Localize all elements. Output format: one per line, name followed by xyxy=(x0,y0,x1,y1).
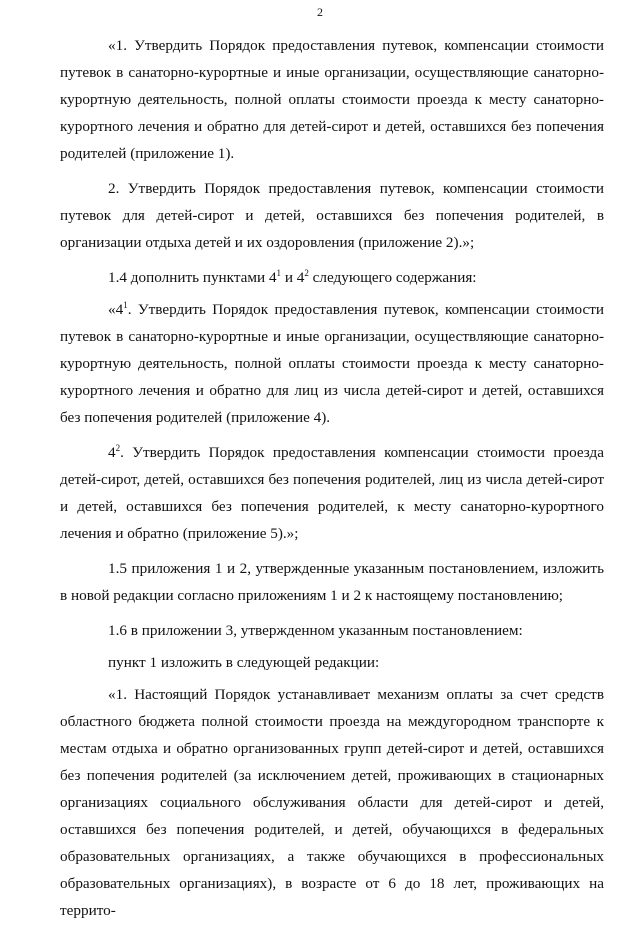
paragraph-5-text-start: 4 xyxy=(108,444,116,461)
paragraph-5 xyxy=(60,439,604,547)
paragraph-8: пункт 1 изложить в следующей редакции: xyxy=(108,654,380,671)
paragraph-6: 1.5 приложения 1 и 2, утвержденные указанным постановлением, изложить в новой редакции согласно приложениям 1 и 2 к настоящему постановлению; xyxy=(60,560,604,604)
paragraph-3-superscript-1: 1 xyxy=(276,268,282,278)
document-body xyxy=(60,32,604,932)
paragraph-5-superscript: 2 xyxy=(115,443,121,453)
paragraph-2: 2. Утвердить Порядок предоставления путевок, компенсации стоимости путевок для детей-сирот и детей, оставшихся без попечения родителей, в организации отдыха детей и их оздоровления (приложение 2).»; xyxy=(60,180,604,251)
paragraph-7: 1.6 в приложении 3, утвержденном указанным постановлением: xyxy=(108,622,523,639)
paragraph-4-text-end: . Утвердить Порядок предоставления путевок, компенсации стоимости путевок в санаторно-курортные и иные организации, осуществляющие санаторно-курортную деятельность, полной оплаты стоимости проезда к месту санаторно-курортного лечения и обратно для лиц из числа детей-сирот и детей, оставшихся без попечения родителей (приложение 4). xyxy=(60,301,604,426)
paragraph-3-text-middle: и 4 xyxy=(281,269,305,286)
paragraph-3-superscript-2: 2 xyxy=(304,268,309,278)
paragraph-3 xyxy=(60,264,604,291)
paragraph-5-text-end: . Утвердить Порядок предоставления компенсации стоимости проезда детей-сирот, детей, оставшихся без попечения родителей, лиц из числа детей-сирот и детей, оставшихся без попечения родителей, к месту санаторно-курортного лечения и обратно (приложение 5).»; xyxy=(60,444,604,542)
paragraph-3-text-end: следующего содержания: xyxy=(308,269,477,286)
paragraph-9: «1. Настоящий Порядок устанавливает механизм оплаты за счет средств областного бюджета полной стоимости проезда на междугородном транспорте к местам отдыха и обратно организованных групп детей-сирот и детей, оставшихся без попечения родителей (за исключением детей, проживающих в стационарных организациях социального обслуживания области для детей-сирот и детей, оставшихся без попечения родителей, и детей, обучающихся в федеральных образовательных организациях, а также обучающихся в профессиональных образовательных организациях), в возрасте от 6 до 18 лет, проживающих на террито- xyxy=(60,686,604,919)
paragraph-4-text-start: «4 xyxy=(108,301,124,318)
paragraph-1: «1. Утвердить Порядок предоставления путевок, компенсации стоимости путевок в санаторно-курортные и иные организации, осуществляющие санаторно-курортную деятельность, полной оплаты стоимости проезда к месту санаторно-курортного лечения и обратно для детей-сирот и детей, оставшихся без попечения родителей (приложение 1). xyxy=(60,37,604,162)
page-number: 2 xyxy=(317,5,323,19)
paragraph-3-text-start: 1.4 дополнить пунктами 4 xyxy=(108,269,277,286)
paragraph-4-superscript: 1 xyxy=(123,300,128,310)
paragraph-4 xyxy=(60,296,604,431)
